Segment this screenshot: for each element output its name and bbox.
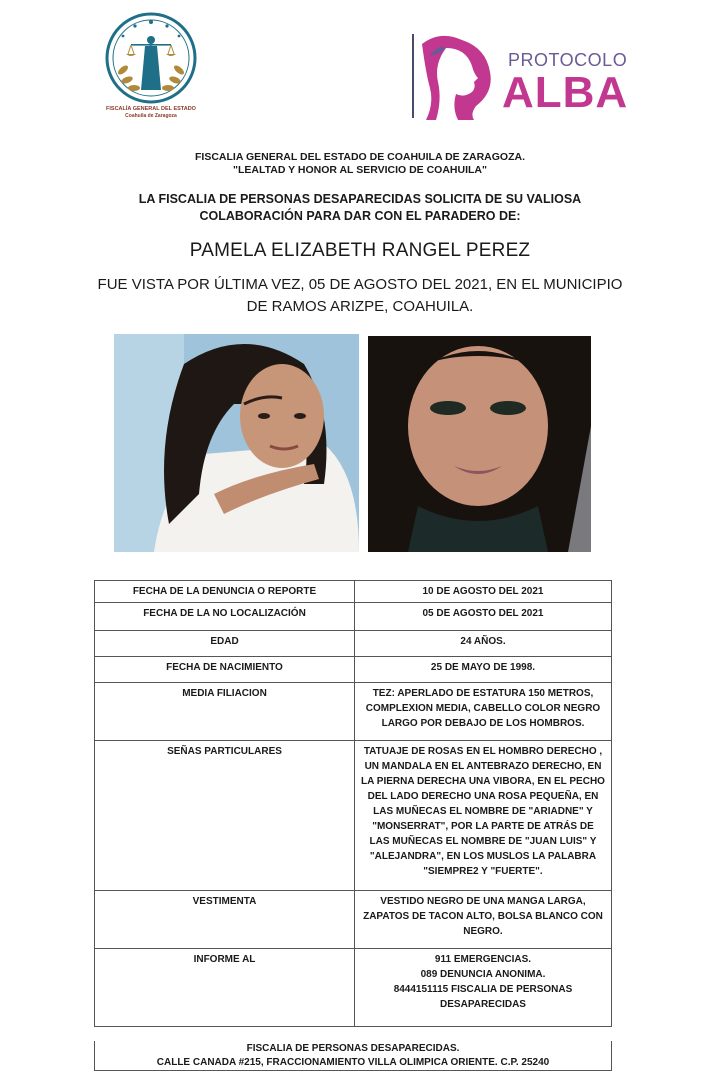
agency-motto: "LEALTAD Y HONOR AL SERVICIO DE COAHUILA" [232,164,487,176]
row-label-fecha-nacimiento: FECHA DE NACIMIENTO [95,657,355,683]
row-label-vestimenta: VESTIMENTA [95,891,355,949]
justice-emblem-icon [101,10,201,106]
alba-logo-alba-text: ALBA [502,68,629,117]
row-value-fecha-denuncia: 10 DE AGOSTO DEL 2021 [355,581,612,603]
alba-logo-protocolo-text: PROTOCOLO [508,50,628,70]
row-label-fecha-no-localizacion: FECHA DE LA NO LOCALIZACIÓN [95,603,355,631]
logo-divider [412,34,414,118]
portrait-1-image [114,334,359,552]
woman-silhouette-icon [416,34,500,120]
person-photo-1 [114,334,359,552]
fiscalia-logo-subcaption: Coahuila de Zaragoza [125,113,177,119]
row-value-vestimenta: VESTIDO NEGRO DE UNA MANGA LARGA, ZAPATOS DE TACON ALTO, BOLSA BLANCO CON NEGRO. [355,891,612,949]
row-value-media-filiacion: TEZ: APERLADO DE ESTATURA 150 METROS, COMPLEXION MEDIA, CABELLO COLOR NEGRO LARGO POR DEBAJO DE LOS HOMBROS. [355,683,612,741]
fiscalia-logo-caption: FISCALÍA GENERAL DEL ESTADO [106,106,196,112]
table-row [95,683,612,741]
row-label-informe-al: INFORME AL [95,949,355,1027]
row-label-senas-particulares: SEÑAS PARTICULARES [95,741,355,891]
fiscalia-logo [96,10,206,122]
missing-person-info-table [94,580,612,1027]
table-row [95,631,612,657]
row-label-media-filiacion: MEDIA FILIACION [95,683,355,741]
request-line-1: LA FISCALIA DE PERSONAS DESAPARECIDAS SOLICITA DE SU VALIOSA [138,192,582,206]
row-label-fecha-denuncia: FECHA DE LA DENUNCIA O REPORTE [95,581,355,603]
contact-fiscalia-phone: 8444151115 FISCALIA DE PERSONAS DESAPARECIDAS [393,984,573,1010]
contact-denuncia-anonima: 089 DENUNCIA ANONIMA. [420,969,546,980]
last-seen-line-2: DE RAMOS ARIZPE, COAHUILA. [246,298,474,315]
table-row [95,741,612,891]
row-label-edad: EDAD [95,631,355,657]
row-value-edad: 24 AÑOS. [355,631,612,657]
table-row [95,891,612,949]
portrait-2-image [368,336,591,552]
footer-address [94,1041,612,1071]
row-value-senas-particulares: TATUAJE DE ROSAS EN EL HOMBRO DERECHO , UN MANDALA EN EL ANTEBRAZO DERECHO, EN LA PIERNA DERECHA UNA VIBORA, EN EL PECHO DEL LADO DERECHO UNA ROSA PEQUEÑA, EN LAS MUÑECAS EL NOMBRE DE "ARIADNE" Y "MONSERRAT", POR LA PARTE DE ATRÁS DE LAS MUÑECAS EL NOMBRE DE "JUAN LUIS" Y "ALEJANDRA", EN LOS MUSLOS LA PALABRA "SIEMPRE2 Y "FUERTE". [355,741,612,891]
row-value-fecha-no-localizacion: 05 DE AGOSTO DEL 2021 [355,603,612,631]
row-value-fecha-nacimiento: 25 DE MAYO DE 1998. [355,657,612,683]
missing-person-name: PAMELA ELIZABETH RANGEL PEREZ [189,240,531,261]
request-line-2: COLABORACIÓN PARA DAR CON EL PARADERO DE: [199,209,521,223]
table-row [95,581,612,603]
protocolo-alba-logo [412,32,628,122]
agency-name: FISCALIA GENERAL DEL ESTADO DE COAHUILA DE ZARAGOZA. [195,151,525,163]
table-row [95,657,612,683]
person-photo-2 [368,336,591,552]
contact-emergencias: 911 EMERGENCIAS. [434,954,532,965]
last-seen-line-1: FUE VISTA POR ÚLTIMA VEZ, 05 DE AGOSTO DEL 2021, EN EL MUNICIPIO [97,276,623,293]
table-row [95,949,612,1027]
footer-agency: FISCALIA DE PERSONAS DESAPARECIDAS. [246,1043,460,1054]
row-value-informe-al [355,949,612,1027]
footer-address-line: CALLE CANADA #215, FRACCIONAMIENTO VILLA OLIMPICA ORIENTE. C.P. 25240 [156,1057,550,1068]
table-row [95,603,612,631]
